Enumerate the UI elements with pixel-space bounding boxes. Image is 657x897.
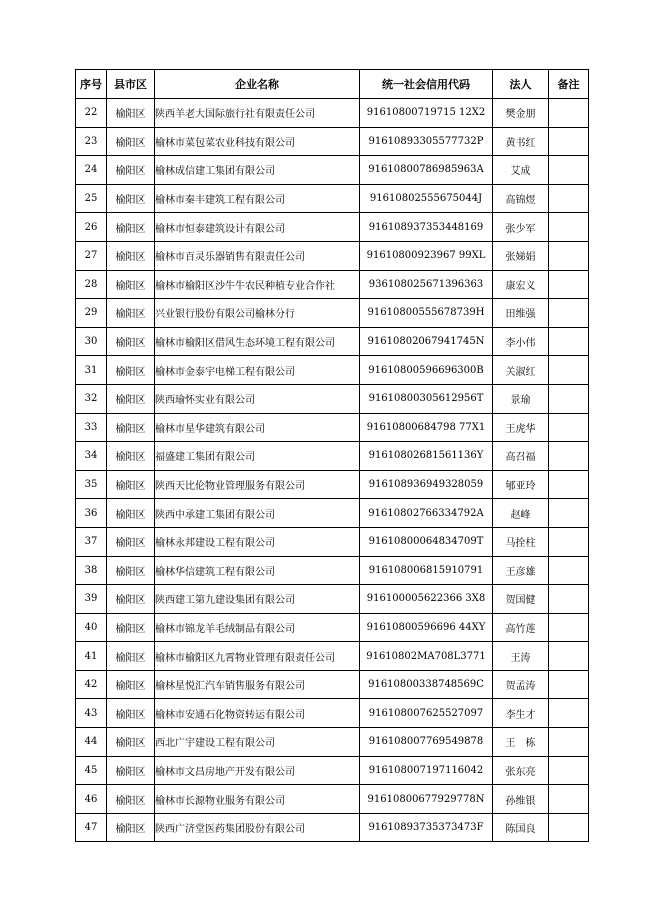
credit-code-cell: 91610800064834709T [360, 527, 493, 556]
company-name-cell: 榆林市榆阳区九霄物业管理有限责任公司 [155, 642, 360, 671]
note-cell [549, 699, 589, 728]
row-number: 29 [76, 299, 107, 328]
header-company-name: 企业名称 [155, 70, 360, 99]
note-cell [549, 213, 589, 242]
note-cell [549, 184, 589, 213]
row-number: 38 [76, 556, 107, 585]
note-cell [549, 728, 589, 757]
district-cell: 榆阳区 [107, 556, 155, 585]
row-number: 42 [76, 670, 107, 699]
district-cell: 榆阳区 [107, 241, 155, 270]
table-row [76, 356, 589, 385]
note-cell [549, 556, 589, 585]
legal-person-cell: 田维强 [493, 299, 549, 328]
note-cell [549, 785, 589, 814]
note-cell [549, 413, 589, 442]
table-row [76, 613, 589, 642]
row-number: 27 [76, 241, 107, 270]
credit-code-cell: 916108007197116042 [360, 756, 493, 785]
legal-person-cell: 贺国健 [493, 585, 549, 614]
legal-person-cell: 王涛 [493, 642, 549, 671]
legal-person-cell: 赵峰 [493, 499, 549, 528]
district-cell: 榆阳区 [107, 527, 155, 556]
table-row [76, 670, 589, 699]
table-row [76, 442, 589, 471]
table-row [76, 384, 589, 413]
company-name-cell: 榆林市金泰宇电梯工程有限公司 [155, 356, 360, 385]
company-name-cell: 榆林市榆阳区沙牛牛农民种植专业合作社 [155, 270, 360, 299]
district-cell: 榆阳区 [107, 442, 155, 471]
district-cell: 榆阳区 [107, 327, 155, 356]
legal-person-cell: 马拴柱 [493, 527, 549, 556]
row-number: 36 [76, 499, 107, 528]
note-cell [549, 99, 589, 128]
company-name-cell: 榆林市秦丰建筑工程有限公司 [155, 184, 360, 213]
company-name-cell: 榆林市菜包菜农业科技有限公司 [155, 127, 360, 156]
credit-code-cell: 91610802766334792A [360, 499, 493, 528]
row-number: 32 [76, 384, 107, 413]
company-name-cell: 榆林市安通石化物资转运有限公司 [155, 699, 360, 728]
row-number: 22 [76, 99, 107, 128]
legal-person-cell: 张娣娟 [493, 241, 549, 270]
legal-person-cell: 王虎华 [493, 413, 549, 442]
header-no: 序号 [76, 70, 107, 99]
legal-person-cell: 樊金朋 [493, 99, 549, 128]
company-name-cell: 榆林市榆阳区借风生态环境工程有限公司 [155, 327, 360, 356]
district-cell: 榆阳区 [107, 270, 155, 299]
header-credit-code: 统一社会信用代码 [360, 70, 493, 99]
credit-code-cell: 91610802555675044J [360, 184, 493, 213]
row-number: 45 [76, 756, 107, 785]
row-number: 35 [76, 470, 107, 499]
row-number: 43 [76, 699, 107, 728]
district-cell: 榆阳区 [107, 813, 155, 842]
legal-person-cell: 李小伟 [493, 327, 549, 356]
credit-code-cell: 91610800923967 99XL [360, 241, 493, 270]
table-row [76, 99, 589, 128]
legal-person-cell: 贺孟涛 [493, 670, 549, 699]
legal-person-cell: 黄书红 [493, 127, 549, 156]
table-row [76, 327, 589, 356]
district-cell: 榆阳区 [107, 756, 155, 785]
table-row [76, 556, 589, 585]
note-cell [549, 384, 589, 413]
legal-person-cell: 艾成 [493, 156, 549, 185]
row-number: 33 [76, 413, 107, 442]
legal-person-cell: 王 栋 [493, 728, 549, 757]
credit-code-cell: 916108936949328059 [360, 470, 493, 499]
header-note: 备注 [549, 70, 589, 99]
row-number: 26 [76, 213, 107, 242]
credit-code-cell: 91610800719715 12X2 [360, 99, 493, 128]
credit-code-cell: 91610802681561136Y [360, 442, 493, 471]
legal-person-cell: 郇亚玲 [493, 470, 549, 499]
company-name-cell: 榆林永邦建设工程有限公司 [155, 527, 360, 556]
row-number: 44 [76, 728, 107, 757]
table-row [76, 585, 589, 614]
note-cell [549, 299, 589, 328]
table-row [76, 756, 589, 785]
company-name-cell: 福盛建工集团有限公司 [155, 442, 360, 471]
company-name-cell: 榆林成信建工集团有限公司 [155, 156, 360, 185]
district-cell: 榆阳区 [107, 99, 155, 128]
note-cell [549, 470, 589, 499]
district-cell: 榆阳区 [107, 184, 155, 213]
row-number: 23 [76, 127, 107, 156]
table-row [76, 127, 589, 156]
district-cell: 榆阳区 [107, 213, 155, 242]
table-row [76, 642, 589, 671]
credit-code-cell: 91610800684798 77X1 [360, 413, 493, 442]
credit-code-cell: 916108007769549878 [360, 728, 493, 757]
district-cell: 榆阳区 [107, 299, 155, 328]
company-name-cell: 榆林市文昌房地产开发有限公司 [155, 756, 360, 785]
table-row [76, 470, 589, 499]
header-district: 县市区 [107, 70, 155, 99]
note-cell [549, 356, 589, 385]
company-name-cell: 榆林市星华建筑有限公司 [155, 413, 360, 442]
table-row [76, 156, 589, 185]
credit-code-cell: 91610893305577732P [360, 127, 493, 156]
credit-code-cell: 916108006815910791 [360, 556, 493, 585]
credit-code-cell: 91610802067941745N [360, 327, 493, 356]
district-cell: 榆阳区 [107, 356, 155, 385]
table-header-row [76, 70, 589, 99]
credit-code-cell: 91610800555678739H [360, 299, 493, 328]
table-row [76, 813, 589, 842]
row-number: 40 [76, 613, 107, 642]
credit-code-cell: 916108007625527097 [360, 699, 493, 728]
legal-person-cell: 康宏义 [493, 270, 549, 299]
credit-code-cell: 91610800596696 44XY [360, 613, 493, 642]
row-number: 41 [76, 642, 107, 671]
enterprise-table [75, 69, 589, 842]
legal-person-cell: 关淑红 [493, 356, 549, 385]
company-name-cell: 榆林星悦汇汽车销售服务有限公司 [155, 670, 360, 699]
note-cell [549, 642, 589, 671]
row-number: 34 [76, 442, 107, 471]
legal-person-cell: 高锦煜 [493, 184, 549, 213]
table-row [76, 213, 589, 242]
company-name-cell: 榆林市锦龙羊毛绒制品有限公司 [155, 613, 360, 642]
note-cell [549, 585, 589, 614]
legal-person-cell: 张少军 [493, 213, 549, 242]
note-cell [549, 241, 589, 270]
credit-code-cell: 91610800305612956T [360, 384, 493, 413]
company-name-cell: 陕西中承建工集团有限公司 [155, 499, 360, 528]
note-cell [549, 327, 589, 356]
table-row [76, 699, 589, 728]
table-row [76, 270, 589, 299]
company-name-cell: 榆林市百灵乐器销售有限责任公司 [155, 241, 360, 270]
district-cell: 榆阳区 [107, 670, 155, 699]
credit-code-cell: 91610800338748569C [360, 670, 493, 699]
note-cell [549, 127, 589, 156]
note-cell [549, 813, 589, 842]
row-number: 25 [76, 184, 107, 213]
legal-person-cell: 景瑜 [493, 384, 549, 413]
company-name-cell: 榆林市长源物业服务有限公司 [155, 785, 360, 814]
table-row [76, 728, 589, 757]
district-cell: 榆阳区 [107, 413, 155, 442]
note-cell [549, 442, 589, 471]
table-row [76, 527, 589, 556]
row-number: 31 [76, 356, 107, 385]
company-name-cell: 陕西广济堂医药集团股份有限公司 [155, 813, 360, 842]
row-number: 47 [76, 813, 107, 842]
table-row [76, 299, 589, 328]
legal-person-cell: 孙维银 [493, 785, 549, 814]
district-cell: 榆阳区 [107, 785, 155, 814]
legal-person-cell: 高竹莲 [493, 613, 549, 642]
legal-person-cell: 高召福 [493, 442, 549, 471]
district-cell: 榆阳区 [107, 699, 155, 728]
credit-code-cell: 91610800596696300B [360, 356, 493, 385]
company-name-cell: 陕西建工第九建设集团有限公司 [155, 585, 360, 614]
row-number: 30 [76, 327, 107, 356]
company-name-cell: 西北广宇建设工程有限公司 [155, 728, 360, 757]
table-row [76, 413, 589, 442]
district-cell: 榆阳区 [107, 728, 155, 757]
company-name-cell: 陕西瑜怀实业有限公司 [155, 384, 360, 413]
note-cell [549, 613, 589, 642]
company-name-cell: 陕西羊老大国际旅行社有限责任公司 [155, 99, 360, 128]
legal-person-cell: 陈国良 [493, 813, 549, 842]
row-number: 46 [76, 785, 107, 814]
district-cell: 榆阳区 [107, 156, 155, 185]
table-row [76, 499, 589, 528]
district-cell: 榆阳区 [107, 384, 155, 413]
district-cell: 榆阳区 [107, 613, 155, 642]
note-cell [549, 499, 589, 528]
note-cell [549, 756, 589, 785]
row-number: 37 [76, 527, 107, 556]
district-cell: 榆阳区 [107, 470, 155, 499]
row-number: 28 [76, 270, 107, 299]
credit-code-cell: 936108025671396363 [360, 270, 493, 299]
credit-code-cell: 91610800677929778N [360, 785, 493, 814]
credit-code-cell: 91610802MA708L3771 [360, 642, 493, 671]
district-cell: 榆阳区 [107, 585, 155, 614]
company-name-cell: 榆林华信建筑工程有限公司 [155, 556, 360, 585]
row-number: 24 [76, 156, 107, 185]
company-name-cell: 陕西天比伦物业管理服务有限公司 [155, 470, 360, 499]
header-legal-person: 法人 [493, 70, 549, 99]
company-name-cell: 兴业银行股份有限公司榆林分行 [155, 299, 360, 328]
credit-code-cell: 916108937353448169 [360, 213, 493, 242]
company-name-cell: 榆林市恒泰建筑设计有限公司 [155, 213, 360, 242]
table-row [76, 241, 589, 270]
legal-person-cell: 王彦雄 [493, 556, 549, 585]
legal-person-cell: 张东亮 [493, 756, 549, 785]
credit-code-cell: 91610893735373473F [360, 813, 493, 842]
table-row [76, 184, 589, 213]
district-cell: 榆阳区 [107, 642, 155, 671]
district-cell: 榆阳区 [107, 499, 155, 528]
credit-code-cell: 91610800786985963A [360, 156, 493, 185]
note-cell [549, 270, 589, 299]
credit-code-cell: 916100005622366 3X8 [360, 585, 493, 614]
legal-person-cell: 李生才 [493, 699, 549, 728]
table-row [76, 785, 589, 814]
note-cell [549, 527, 589, 556]
row-number: 39 [76, 585, 107, 614]
note-cell [549, 156, 589, 185]
note-cell [549, 670, 589, 699]
district-cell: 榆阳区 [107, 127, 155, 156]
